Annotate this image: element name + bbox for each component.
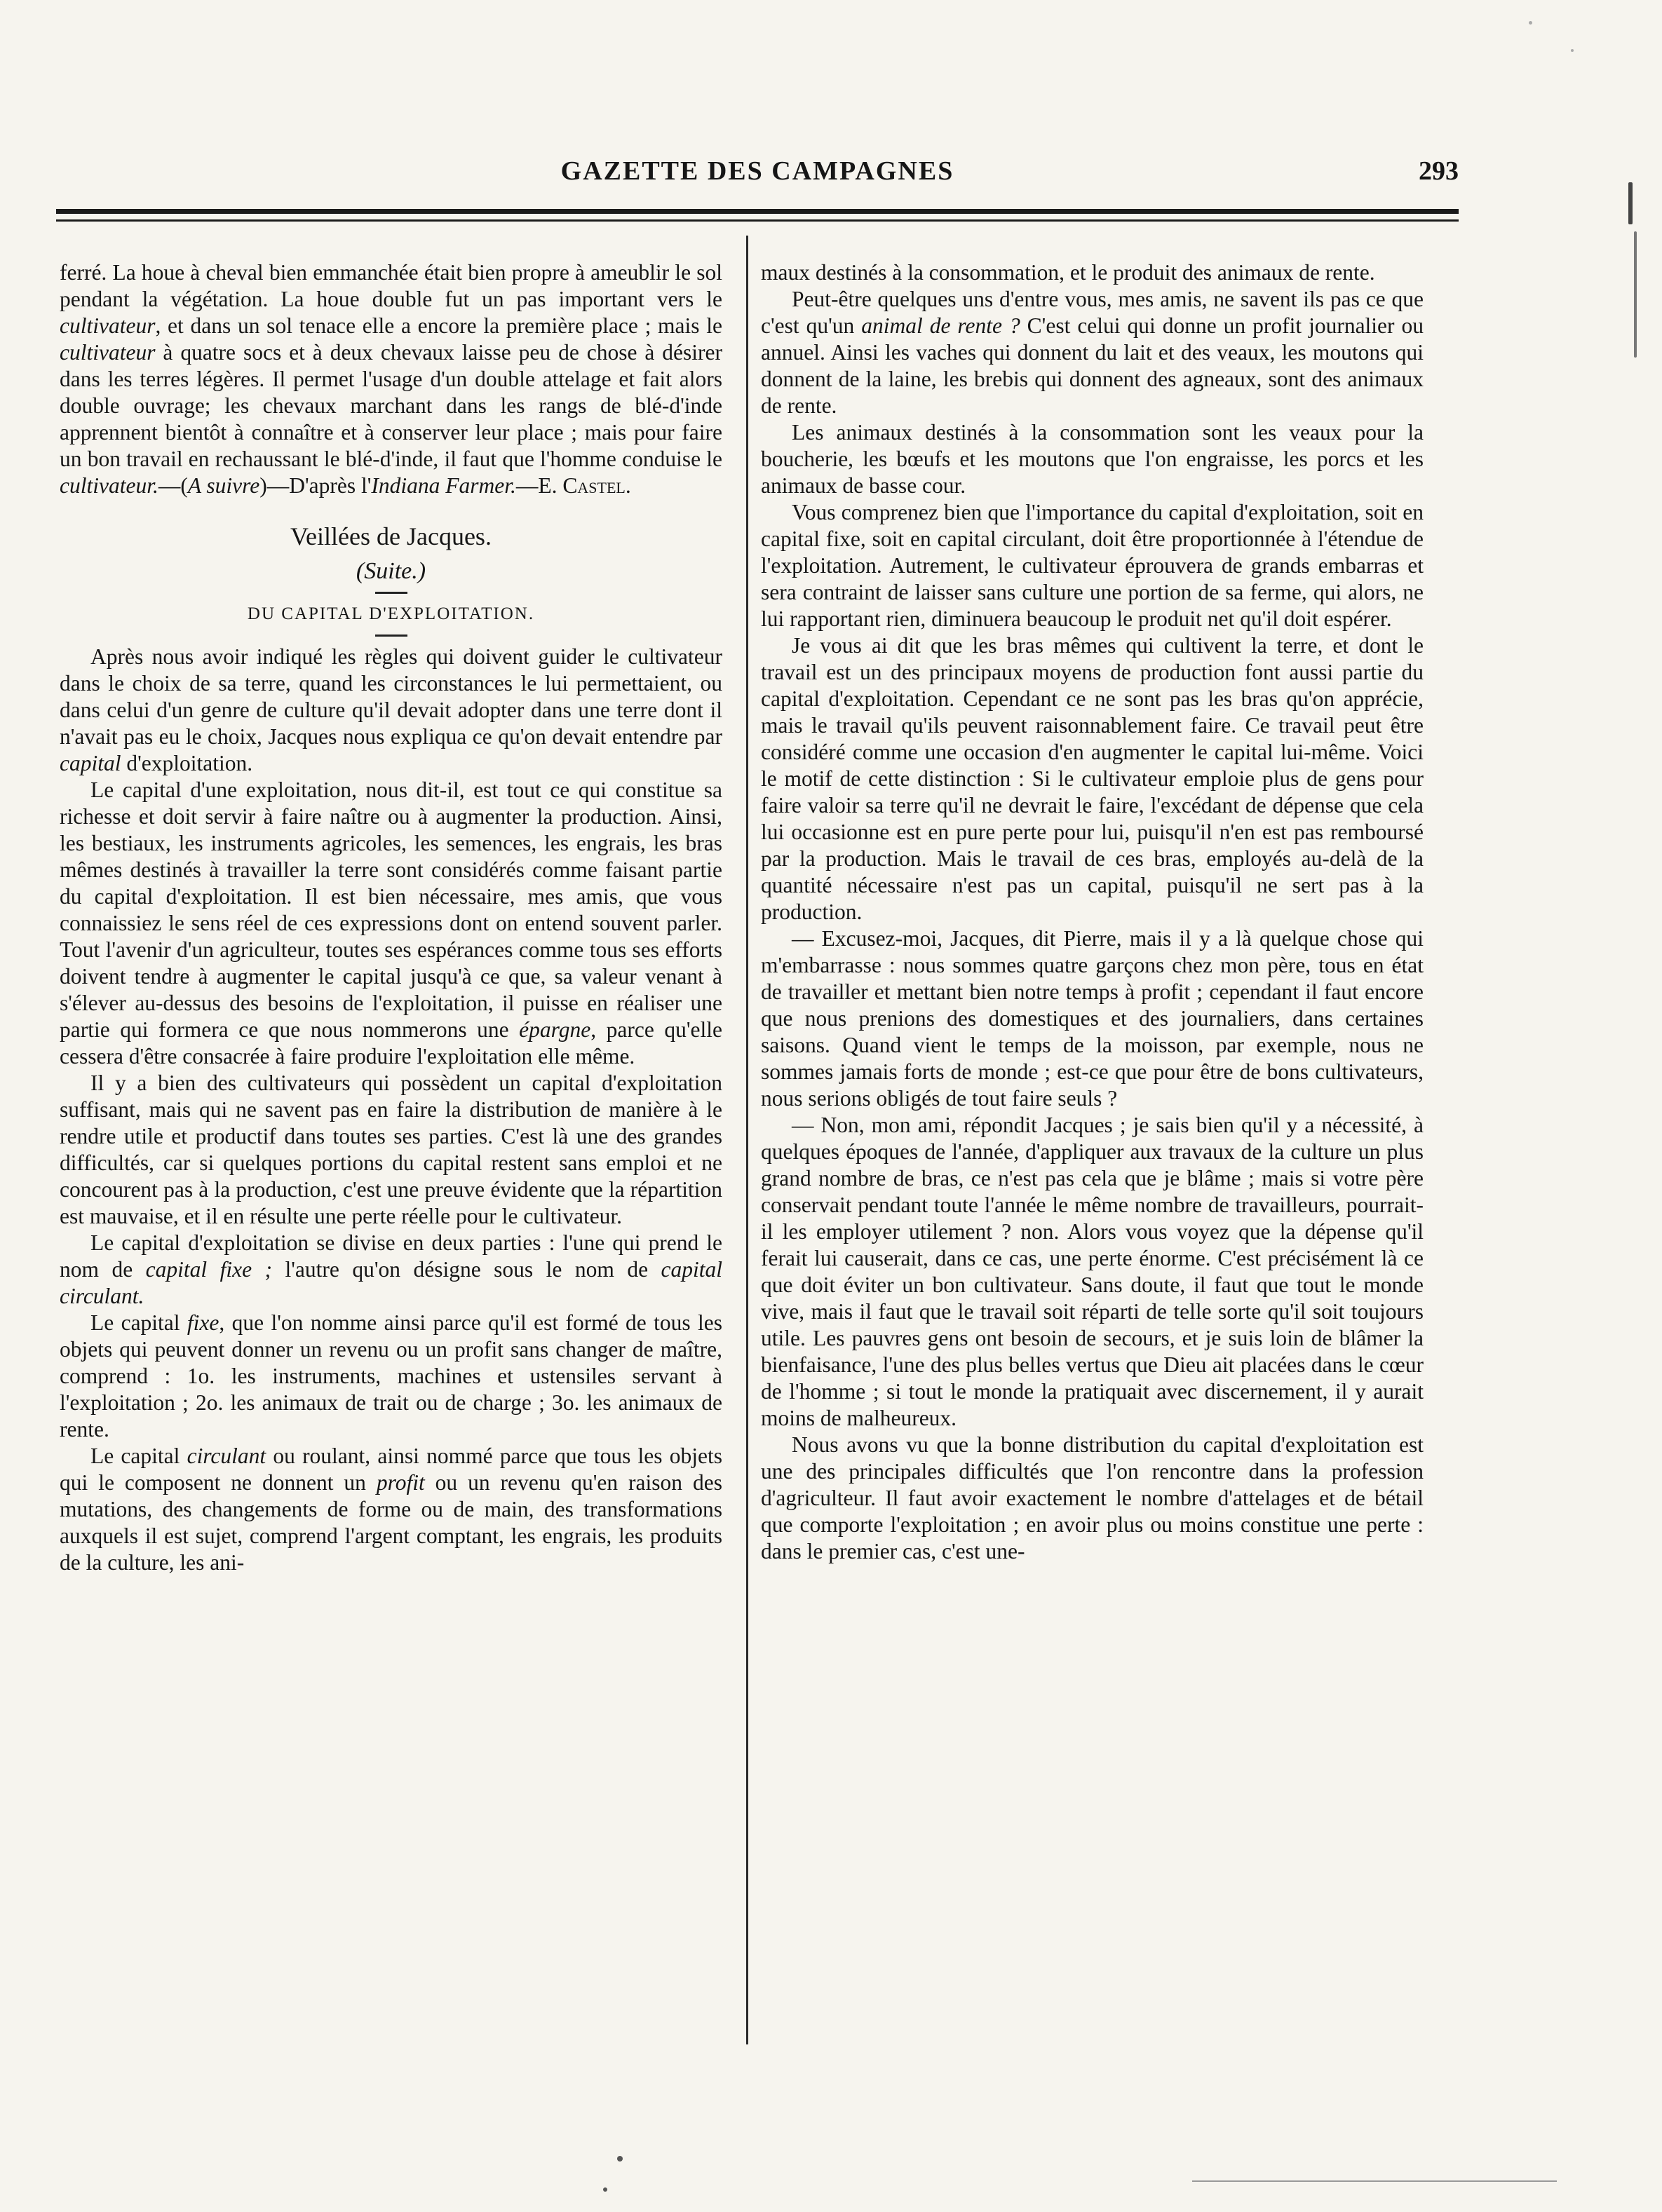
paragraph: Le capital d'une exploitation, nous dit-il, est tout ce qui constitue sa richesse et doit servir à faire naître ou à augmenter la production. Ainsi, les bestiaux, les instruments agricoles, les semences, les engrais, les bras mêmes destinés à travailler la terre sont considérés comme faisant partie du capital d'exploitation. Il est bien nécessaire, mes amis, que vous connaissiez le sens réel de ces expressions dont on entend souvent parler. Tout l'avenir d'un agriculteur, toutes ses espérances comme tous ses efforts doivent tendre à augmenter le capital jusqu'à ce que, sa valeur venant à s'élever au-dessus des besoins de l'exploitation, il puisse en réaliser une partie qui formera ce que nous nommerons une épargne, parce qu'elle cessera d'être consacrée à faire produire l'exploitation elle même. <box>60 778 722 1068</box>
paragraph: Le capital fixe, que l'on nomme ainsi parce qu'il est formé de tous les objets qui peuvent donner un revenu ou un profit sans changer de maître, comprend : 1o. les instruments, machines et ustensiles servant à l'exploitation ; 2o. les animaux de trait ou de charge ; 3o. les animaux de rente. <box>60 1310 722 1441</box>
scan-speck <box>1628 182 1633 224</box>
paragraph: Il y a bien des cultivateurs qui possèdent un capital d'exploitation suffisant, mais qui ne savent pas en faire la distribution de manière à le rendre utile et productif dans toutes ses parties. C'est là une des grandes difficultés, car si quelques portions du capital restent sans emploi et ne concourent pas à la production, c'est une preuve évidente que la répartition est mauvaise, et il en résulte une perte réelle pour le cultivateur. <box>60 1071 722 1228</box>
scan-speck <box>1571 49 1574 52</box>
scan-speck <box>617 2156 623 2162</box>
header-rule-thin <box>56 219 1459 222</box>
newspaper-title: GAZETTE DES CAMPAGNES <box>560 156 954 186</box>
left-column <box>60 259 722 2054</box>
article-subtitle: (Suite.) <box>356 558 426 584</box>
divider-dash <box>375 592 407 594</box>
article-title: Veillées de Jacques. <box>290 522 492 550</box>
paragraph: Nous avons vu que la bonne distribution du capital d'exploitation est une des principales difficultés que l'on rencontre dans la profession d'agriculteur. Il faut avoir exactement le nombre d'attelages et de bétail que comporte l'exploitation ; en avoir plus ou moins constitue une perte : dans le premier cas, c'est une- <box>761 1432 1424 1563</box>
paragraph: maux destinés à la consommation, et le produit des animaux de rente. <box>761 260 1375 285</box>
paragraph: — Non, mon ami, répondit Jacques ; je sais bien qu'il y a nécessité, à quelques époques de l'année, d'appliquer aux travaux de la culture un plus grand nombre de bras, ce n'est pas cela que je blâme ; mais si votre père conservait pendant toute l'année le même nombre de travailleurs, pourrait-il les employer utilement ? non. Alors vous voyez que la dépense qu'il ferait lui causerait, dans ce cas, une perte énorme. C'est précisément là ce que doit éviter un bon cultivateur. Sans doute, il faut que tout le monde vive, mais il faut que le travail soit réparti de telle sorte qu'il soit toujours utile. Les pauvres gens ont besoin de secours, et je suis loin de blâmer la bienfaisance, l'une des plus belles vertus que Dieu ait placées dans le cœur de l'homme ; si tout le monde la pratiquait avec discernement, il y aurait moins de malheureux. <box>761 1113 1424 1430</box>
column-divider <box>746 236 748 2044</box>
paragraph: Les animaux destinés à la consommation sont les veaux pour la boucherie, les bœufs et les moutons que l'on engraisse, les porcs et les animaux de basse cour. <box>761 420 1424 498</box>
page-header <box>56 156 1459 198</box>
scan-speck <box>1192 2180 1557 2182</box>
paragraph: Je vous ai dit que les bras mêmes qui cultivent la terre, et dont le travail est un des principaux moyens de production font aussi partie du capital d'exploitation. Cependant ce ne sont pas les bras qu'on apprécie, mais le travail qu'ils peuvent raisonnablement faire. Ce travail peut être considéré comme une occasion d'en augmenter le capital lui-même. Voici le motif de cette distinction : Si le cultivateur emploie plus de gens pour faire valoir sa terre qu'il ne devrait le faire, l'excédant de dépense que cela lui occasionne est en pure perte pour lui, puisqu'il n'en est pas remboursé par la production. Mais le travail de ces bras, employés au-delà de la quantité nécessaire n'est pas un capital, puisqu'il ne sert pas à la production. <box>761 633 1424 924</box>
header-rule-thick <box>56 209 1459 214</box>
paragraph: Le capital circulant ou roulant, ainsi nommé parce que tous les objets qui le composent ne donnent un profit ou un revenu qu'en raison des mutations, des changements de forme ou de main, des transformations auxquels il est sujet, comprend l'argent comptant, les engrais, les produits de la culture, les ani- <box>60 1444 722 1575</box>
section-heading: DU CAPITAL D'EXPLOITATION. <box>247 604 535 623</box>
right-column <box>761 259 1424 2054</box>
paragraph: — Excusez-moi, Jacques, dit Pierre, mais il y a là quelque chose qui m'embarrasse : nous sommes quatre garçons chez mon père, tous en état de travailler et mettant bien notre temps à profit ; cependant il faut encore que nous prenions des domestiques et des journaliers, dans certaines saisons. Quand vient le temps de la moisson, par exemple, nous ne sommes jamais forts de monde ; est-ce que pour être de bons cultivateurs, nous serions obligés de tout faire seuls ? <box>761 926 1424 1111</box>
paragraph: Le capital d'exploitation se divise en deux parties : l'une qui prend le nom de capital fixe ; l'autre qu'on désigne sous le nom de capital circulant. <box>60 1230 722 1308</box>
paragraph: Vous comprenez bien que l'importance du capital d'exploitation, soit en capital fixe, soit en capital circulant, doit être proportionnée à l'étendue de l'exploitation. Autrement, le cultivateur éprouvera de grands embarras et sera contraint de laisser sans culture une portion de sa ferme, qui alors, ne lui rapportant rien, diminuera beaucoup le produit net qu'il doit espérer. <box>761 500 1424 631</box>
scan-speck <box>1634 231 1637 358</box>
divider-dash <box>375 635 407 637</box>
paragraph: Peut-être quelques uns d'entre vous, mes amis, ne savent ils pas ce que c'est qu'un animal de rente ? C'est celui qui donne un profit journalier ou annuel. Ainsi les vaches qui donnent du lait et des veaux, les moutons qui donnent de la laine, les brebis qui donnent des agneaux, sont des animaux de rente. <box>761 287 1424 418</box>
page-number: 293 <box>1419 156 1459 186</box>
scan-speck <box>603 2187 607 2192</box>
scan-speck <box>1529 21 1532 25</box>
paragraph: Après nous avoir indiqué les règles qui doivent guider le cultivateur dans le choix de sa terre, quand les circonstances le lui permettaient, ou dans celui d'un genre de culture qu'il devait adopter dans une terre dont il n'avait pas eu le choix, Jacques nous expliqua ce qu'on devait entendre par capital d'exploitation. <box>60 644 722 775</box>
paragraph: ferré. La houe à cheval bien emmanchée était bien propre à ameublir le sol pendant la végétation. La houe double fut un pas important vers le cultivateur, et dans un sol tenace elle a encore la première place ; mais le cultivateur à quatre socs et à deux chevaux laisse peu de chose à désirer dans les terres légères. Il permet l'usage d'un double attelage et fait alors double ouvrage; les chevaux marchant dans les rangs de blé-d'inde apprennent bientôt à connaître et à conserver leur place ; mais pour faire un bon travail en rechaussant le blé-d'inde, il faut que l'homme conduise le cultivateur.—(A suivre)—D'après l'Indiana Farmer.—E. Castel. <box>60 260 722 498</box>
